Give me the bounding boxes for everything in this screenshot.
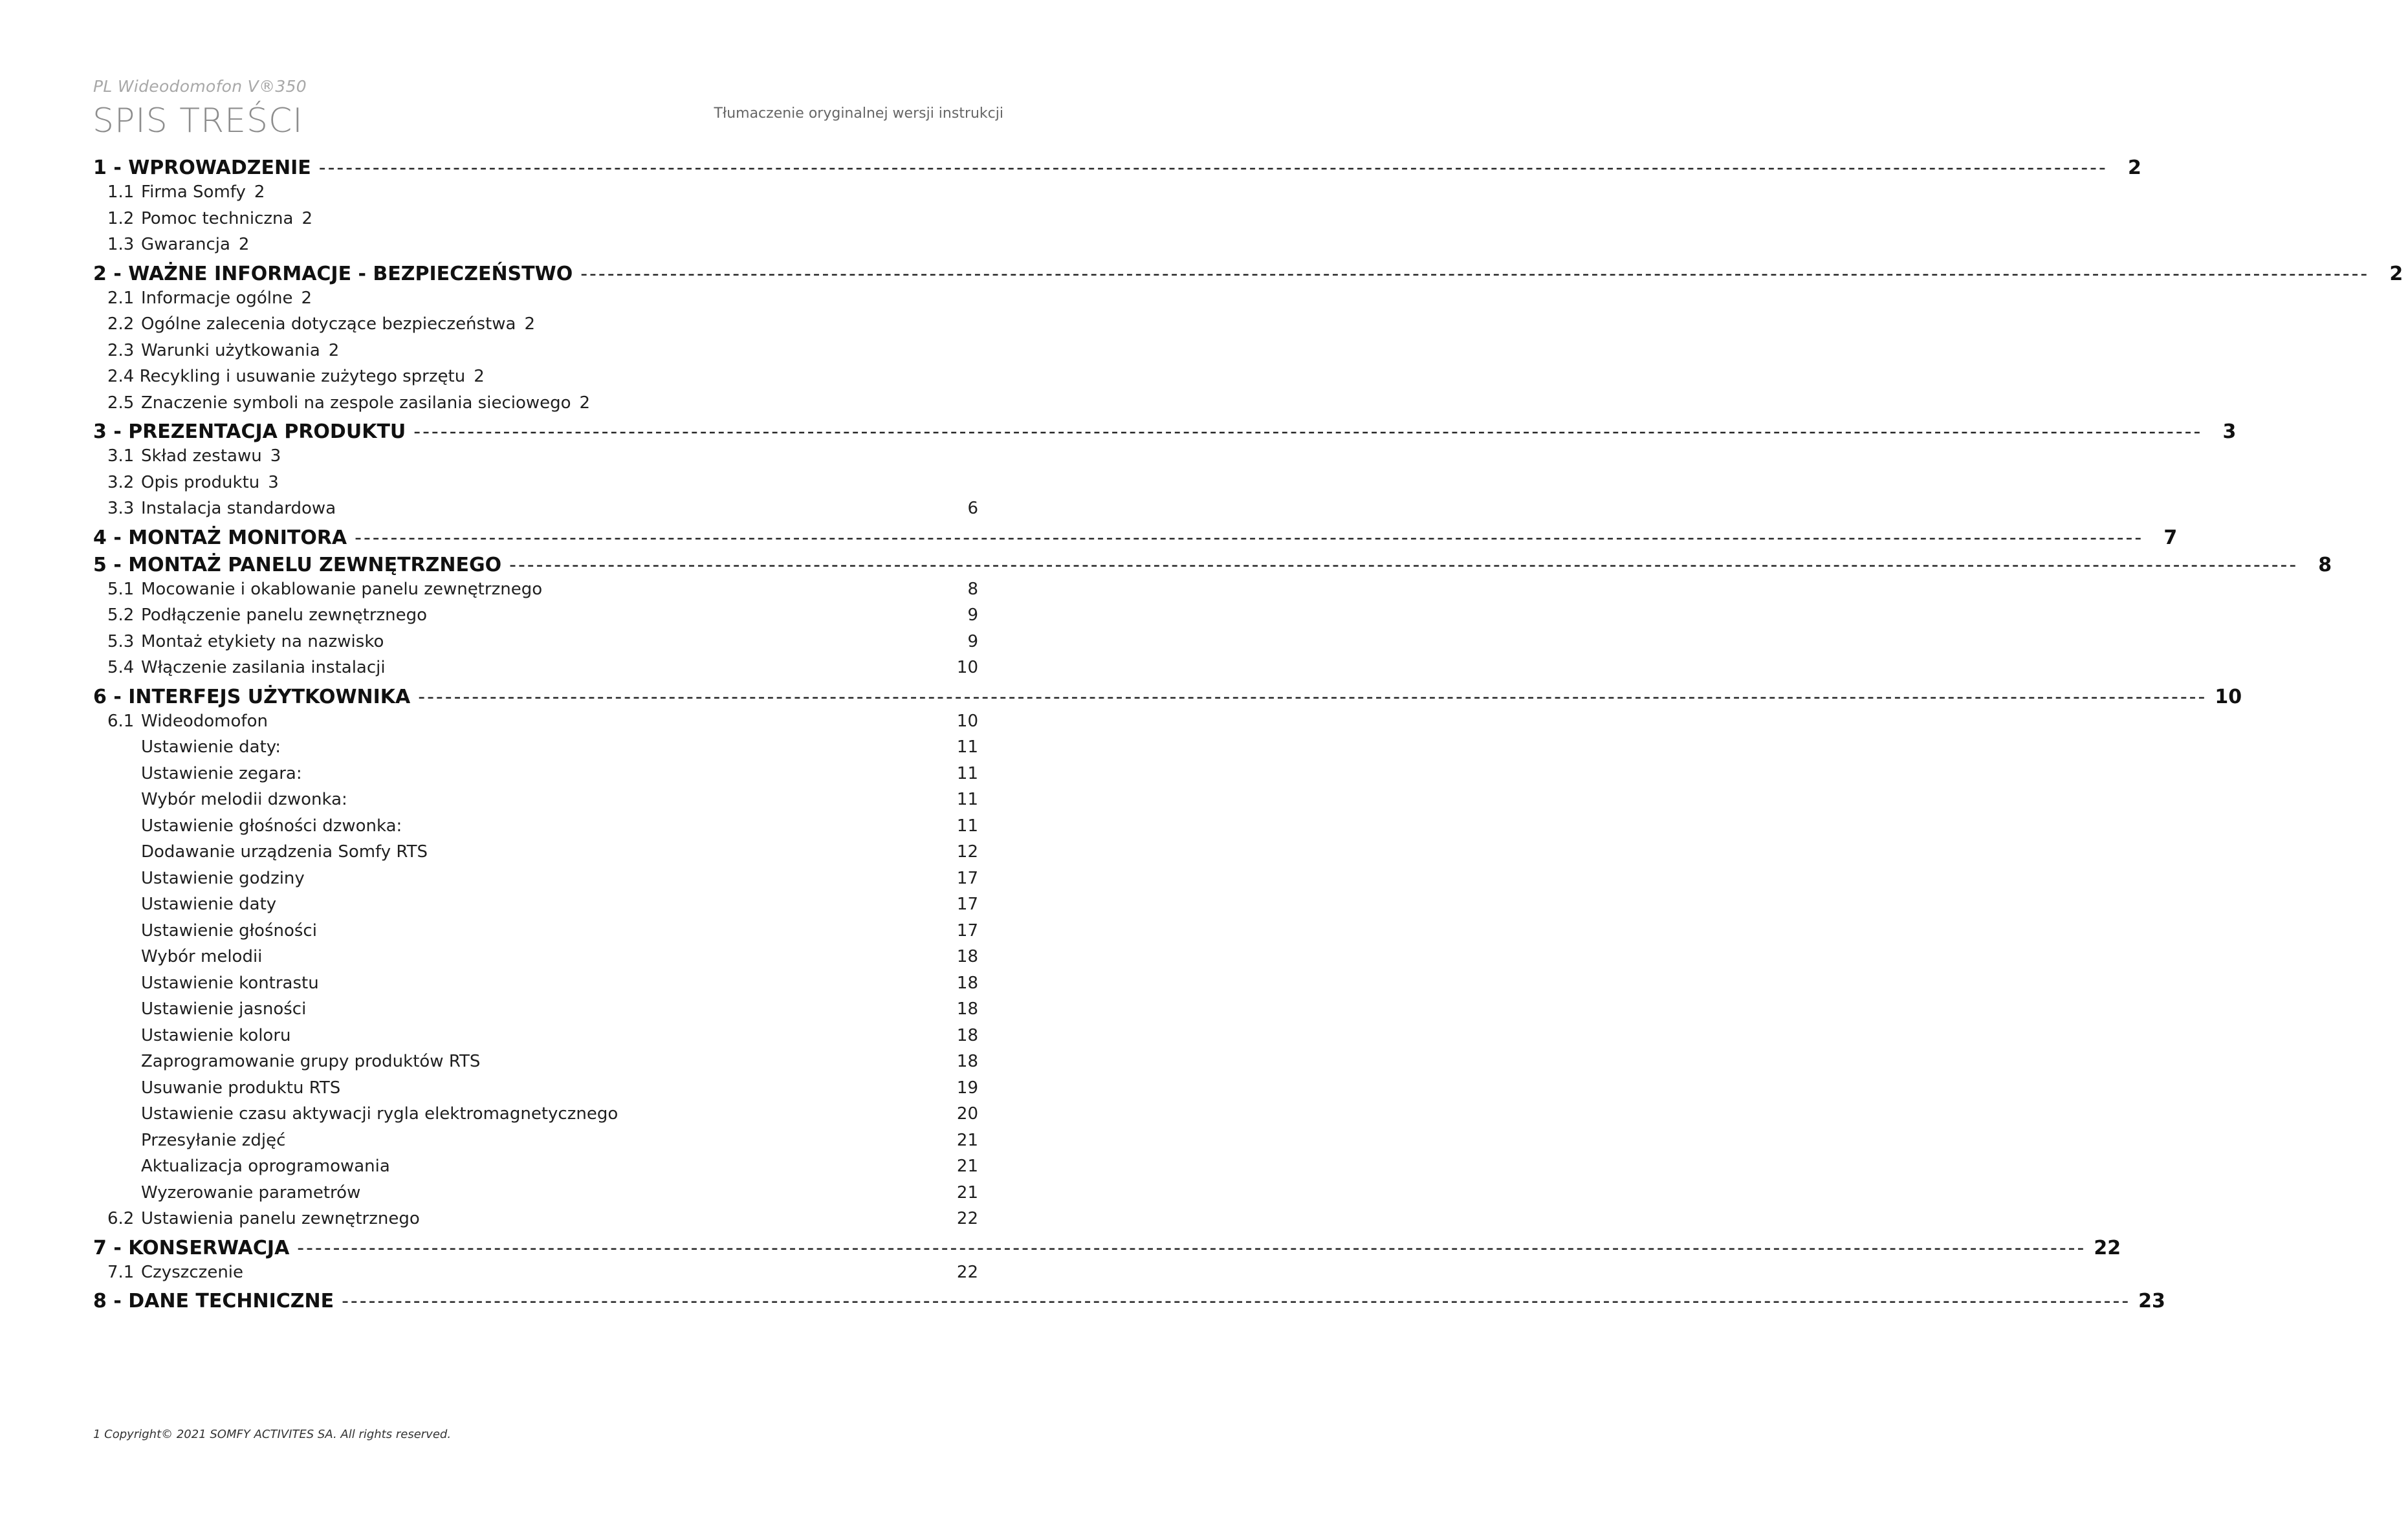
toc-entry[interactable] xyxy=(93,499,983,525)
translation-note: Tłumaczenie oryginalnej wersji instrukcji xyxy=(714,105,1003,122)
toc-chapter[interactable] xyxy=(93,157,2141,182)
entry-page-number: 10 xyxy=(956,711,978,731)
chapter-title: 7 - KONSERWACJA xyxy=(93,1236,290,1259)
chapter-page-number: 22 xyxy=(2094,1236,2121,1259)
toc-subentry[interactable] xyxy=(93,816,983,843)
page-title: SPIS TREŚCI xyxy=(93,102,303,140)
toc-entry[interactable] xyxy=(93,632,983,659)
entry-title: Zaprogramowanie grupy produktów RTS xyxy=(141,1052,481,1071)
chapter-title: 6 - INTERFEJS UŻYTKOWNIKA xyxy=(93,685,411,708)
entry-page-number: 6 xyxy=(967,499,978,518)
entry-title: Ustawienie daty: xyxy=(141,737,281,757)
chapter-title: 1 - WPROWADZENIE xyxy=(93,157,311,179)
toc-chapter[interactable] xyxy=(93,262,2403,288)
entry-title: Wybór melodii dzwonka: xyxy=(141,790,347,809)
entry-page-number: 3 xyxy=(268,472,279,492)
toc-subentry[interactable] xyxy=(93,869,983,895)
entry-page-number: 18 xyxy=(956,999,978,1019)
toc-subentry[interactable] xyxy=(93,790,983,816)
entry-page-number: 11 xyxy=(956,737,978,757)
toc-subentry[interactable] xyxy=(93,1052,983,1078)
entry-page-number: 2 xyxy=(579,393,591,413)
entry-title: Usuwanie produktu RTS xyxy=(141,1078,341,1098)
dot-leader: -------------------------------------------------------------------------------------------------------------------------------------------------------------------------------------------------------- xyxy=(297,1236,2086,1259)
entry-number: 2.3 xyxy=(107,340,135,360)
entry-title: Włączenie zasilania instalacji xyxy=(141,658,386,677)
footer-copyright: 1 Copyright© 2021 SOMFY ACTIVITES SA. All rights reserved. xyxy=(93,1428,452,1441)
toc-entry[interactable] xyxy=(93,314,983,341)
entry-number: 5.1 xyxy=(107,579,135,599)
entry-page-number: 2 xyxy=(474,367,485,386)
entry-number: 5.3 xyxy=(107,631,135,651)
entry-page-number: 9 xyxy=(967,631,978,651)
entry-number: 2.1 xyxy=(107,288,135,308)
toc-subentry[interactable] xyxy=(93,842,983,869)
chapter-page-number: 3 xyxy=(2222,420,2237,443)
entry-number: 2.2 xyxy=(107,314,135,334)
entry-page-number: 12 xyxy=(956,842,978,862)
entry-title: Warunki użytkowania xyxy=(141,340,320,360)
entry-page-number: 10 xyxy=(956,658,978,677)
entry-title: Ogólne zalecenia dotyczące bezpieczeństwa xyxy=(141,314,516,334)
entry-title: Skład zestawu xyxy=(141,446,262,466)
toc-entry[interactable] xyxy=(93,367,983,393)
table-of-contents xyxy=(93,155,2403,1316)
entry-page-number: 3 xyxy=(270,446,281,466)
toc-entry[interactable] xyxy=(93,288,983,315)
toc-subentry[interactable] xyxy=(93,974,983,1000)
dot-leader: -------------------------------------------------------------------------------------------------------------------------------------------------------------------------------------------------------- xyxy=(342,1290,2131,1312)
toc-chapter[interactable] xyxy=(93,420,2237,446)
entry-title: Dodawanie urządzenia Somfy RTS xyxy=(141,842,428,862)
entry-number: 7.1 xyxy=(107,1262,135,1282)
chapter-title: 8 - DANE TECHNICZNE xyxy=(93,1290,334,1312)
entry-page-number: 19 xyxy=(956,1078,978,1098)
entry-page-number: 2 xyxy=(328,340,340,360)
entry-title: Gwarancja xyxy=(141,235,230,254)
entry-title: Ustawienie czasu aktywacji rygla elektromagnetycznego xyxy=(141,1104,618,1124)
entry-title: Wyzerowanie parametrów xyxy=(141,1182,361,1203)
chapter-page-number: 8 xyxy=(2318,553,2332,576)
chapter-page-number: 2 xyxy=(2127,157,2141,179)
entry-title: Mocowanie i okablowanie panelu zewnętrznego xyxy=(141,579,543,599)
entry-title: Przesyłanie zdjęć xyxy=(141,1130,286,1150)
chapter-title: 5 - MONTAŻ PANELU ZEWNĘTRZNEGO xyxy=(93,553,502,576)
toc-chapter[interactable] xyxy=(93,526,2178,552)
entry-page-number: 18 xyxy=(956,1052,978,1071)
toc-subentry[interactable] xyxy=(93,895,983,921)
entry-number: 1.3 xyxy=(107,235,135,254)
dot-leader: -------------------------------------------------------------------------------------------------------------------------------------------------------------------------------------------------------- xyxy=(418,685,2207,708)
chapter-page-number: 2 xyxy=(2389,262,2403,285)
entry-title: Informacje ogólne xyxy=(141,288,293,308)
entry-page-number: 18 xyxy=(956,1025,978,1045)
entry-title: Montaż etykiety na nazwisko xyxy=(141,631,384,651)
entry-title: Ustawienie daty xyxy=(141,895,277,914)
toc-entry[interactable] xyxy=(93,446,983,473)
toc-entry[interactable] xyxy=(93,580,983,606)
entry-page-number: 21 xyxy=(956,1130,978,1150)
toc-chapter[interactable] xyxy=(93,685,2242,712)
toc-entry[interactable] xyxy=(93,182,983,209)
entry-number: 3.2 xyxy=(107,472,135,492)
entry-title: Ustawienie zegara: xyxy=(141,763,302,783)
entry-page-number: 2 xyxy=(238,235,250,254)
entry-title: Ustawienie godziny xyxy=(141,868,305,888)
entry-number: 3.1 xyxy=(107,446,135,466)
chapter-page-number: 7 xyxy=(2163,526,2178,549)
toc-subentry[interactable] xyxy=(93,999,983,1026)
entry-title: Pomoc techniczna xyxy=(141,208,294,228)
entry-title: Instalacja standardowa xyxy=(141,499,336,518)
entry-page-number: 18 xyxy=(956,947,978,966)
entry-title: Wideodomofon xyxy=(141,711,268,731)
toc-entry[interactable] xyxy=(93,473,983,499)
entry-title: Ustawienie koloru xyxy=(141,1025,291,1045)
toc-subentry[interactable] xyxy=(93,1131,983,1157)
entry-title: Firma Somfy xyxy=(141,182,246,202)
toc-subentry[interactable] xyxy=(93,921,983,948)
dot-leader: -------------------------------------------------------------------------------------------------------------------------------------------------------------------------------------------------------- xyxy=(580,262,2370,285)
entry-page-number: 11 xyxy=(956,790,978,809)
entry-title: Podłączenie panelu zewnętrznego xyxy=(141,605,428,625)
entry-title: Ustawienie głośności dzwonka: xyxy=(141,816,402,836)
entry-number: 5.2 xyxy=(107,605,135,625)
chapter-page-number: 23 xyxy=(2138,1290,2165,1312)
entry-number: 1.2 xyxy=(107,208,135,228)
toc-entry[interactable] xyxy=(93,209,983,235)
entry-page-number: 22 xyxy=(956,1209,978,1228)
toc-subentry[interactable] xyxy=(93,737,983,764)
toc-entry[interactable] xyxy=(93,235,983,261)
entry-title: Czyszczenie xyxy=(141,1262,244,1282)
entry-page-number: 22 xyxy=(956,1262,978,1282)
entry-page-number: 2 xyxy=(254,182,265,202)
entry-title: Ustawienie jasności xyxy=(141,999,307,1019)
dot-leader: -------------------------------------------------------------------------------------------------------------------------------------------------------------------------------------------------------- xyxy=(318,157,2108,179)
entry-title: Aktualizacja oprogramowania xyxy=(141,1157,390,1176)
toc-chapter[interactable] xyxy=(93,1236,2121,1263)
toc-entry[interactable] xyxy=(93,1263,983,1289)
entry-title: Ustawienie kontrastu xyxy=(141,973,319,993)
entry-number: 2.5 xyxy=(107,393,135,413)
entry-number: 6.2 xyxy=(107,1209,135,1228)
toc-subentry[interactable] xyxy=(93,1157,983,1183)
entry-title: Wybór melodii xyxy=(141,947,263,966)
toc-entry[interactable] xyxy=(93,712,983,738)
toc-subentry[interactable] xyxy=(93,764,983,790)
toc-subentry[interactable] xyxy=(93,947,983,974)
entry-title: Ustawienie głośności xyxy=(141,920,317,941)
entry-title: Ustawienia panelu zewnętrznego xyxy=(141,1209,420,1228)
toc-subentry[interactable] xyxy=(93,1104,983,1131)
toc-chapter[interactable] xyxy=(93,553,2332,580)
toc-subentry[interactable] xyxy=(93,1183,983,1210)
entry-page-number: 20 xyxy=(956,1104,978,1124)
entry-page-number: 2 xyxy=(301,208,313,228)
dot-leader: -------------------------------------------------------------------------------------------------------------------------------------------------------------------------------------------------------- xyxy=(509,553,2299,576)
entry-page-number: 2 xyxy=(301,288,312,308)
entry-number: 1.1 xyxy=(107,182,135,202)
entry-page-number: 21 xyxy=(956,1157,978,1176)
entry-page-number: 17 xyxy=(956,895,978,914)
toc-entry[interactable] xyxy=(93,658,983,684)
entry-page-number: 17 xyxy=(956,920,978,941)
toc-entry[interactable] xyxy=(93,1209,983,1235)
toc-entry[interactable] xyxy=(93,605,983,632)
chapter-title: 2 - WAŻNE INFORMACJE - BEZPIECZEŃSTWO xyxy=(93,262,573,285)
dot-leader: -------------------------------------------------------------------------------------------------------------------------------------------------------------------------------------------------------- xyxy=(355,526,2144,549)
toc-entry[interactable] xyxy=(93,393,983,420)
chapter-title: 3 - PREZENTACJA PRODUKTU xyxy=(93,420,406,443)
entry-title: Opis produktu xyxy=(141,472,260,492)
entry-number: 3.3 xyxy=(107,499,135,518)
dot-leader: -------------------------------------------------------------------------------------------------------------------------------------------------------------------------------------------------------- xyxy=(413,420,2203,443)
toc-chapter[interactable] xyxy=(93,1290,2165,1316)
toc-subentry[interactable] xyxy=(93,1078,983,1105)
entry-page-number: 8 xyxy=(967,579,978,599)
entry-number: 6.1 xyxy=(107,711,135,731)
entry-page-number: 21 xyxy=(956,1182,978,1203)
entry-page-number: 17 xyxy=(956,868,978,888)
entry-page-number: 11 xyxy=(956,816,978,836)
document-subtitle: PL Wideodomofon V®350 xyxy=(93,77,307,96)
chapter-title: 4 - MONTAŻ MONITORA xyxy=(93,526,347,549)
entry-page-number: 2 xyxy=(524,314,536,334)
entry-page-number: 18 xyxy=(956,973,978,993)
toc-subentry[interactable] xyxy=(93,1026,983,1052)
entry-title: 2.4 Recykling i usuwanie zużytego sprzętu xyxy=(107,367,466,386)
toc-entry[interactable] xyxy=(93,341,983,367)
entry-title: Znaczenie symboli na zespole zasilania sieciowego xyxy=(141,393,571,413)
entry-page-number: 9 xyxy=(967,605,978,625)
chapter-page-number: 10 xyxy=(2215,685,2242,708)
entry-page-number: 11 xyxy=(956,763,978,783)
entry-number: 5.4 xyxy=(107,658,135,677)
